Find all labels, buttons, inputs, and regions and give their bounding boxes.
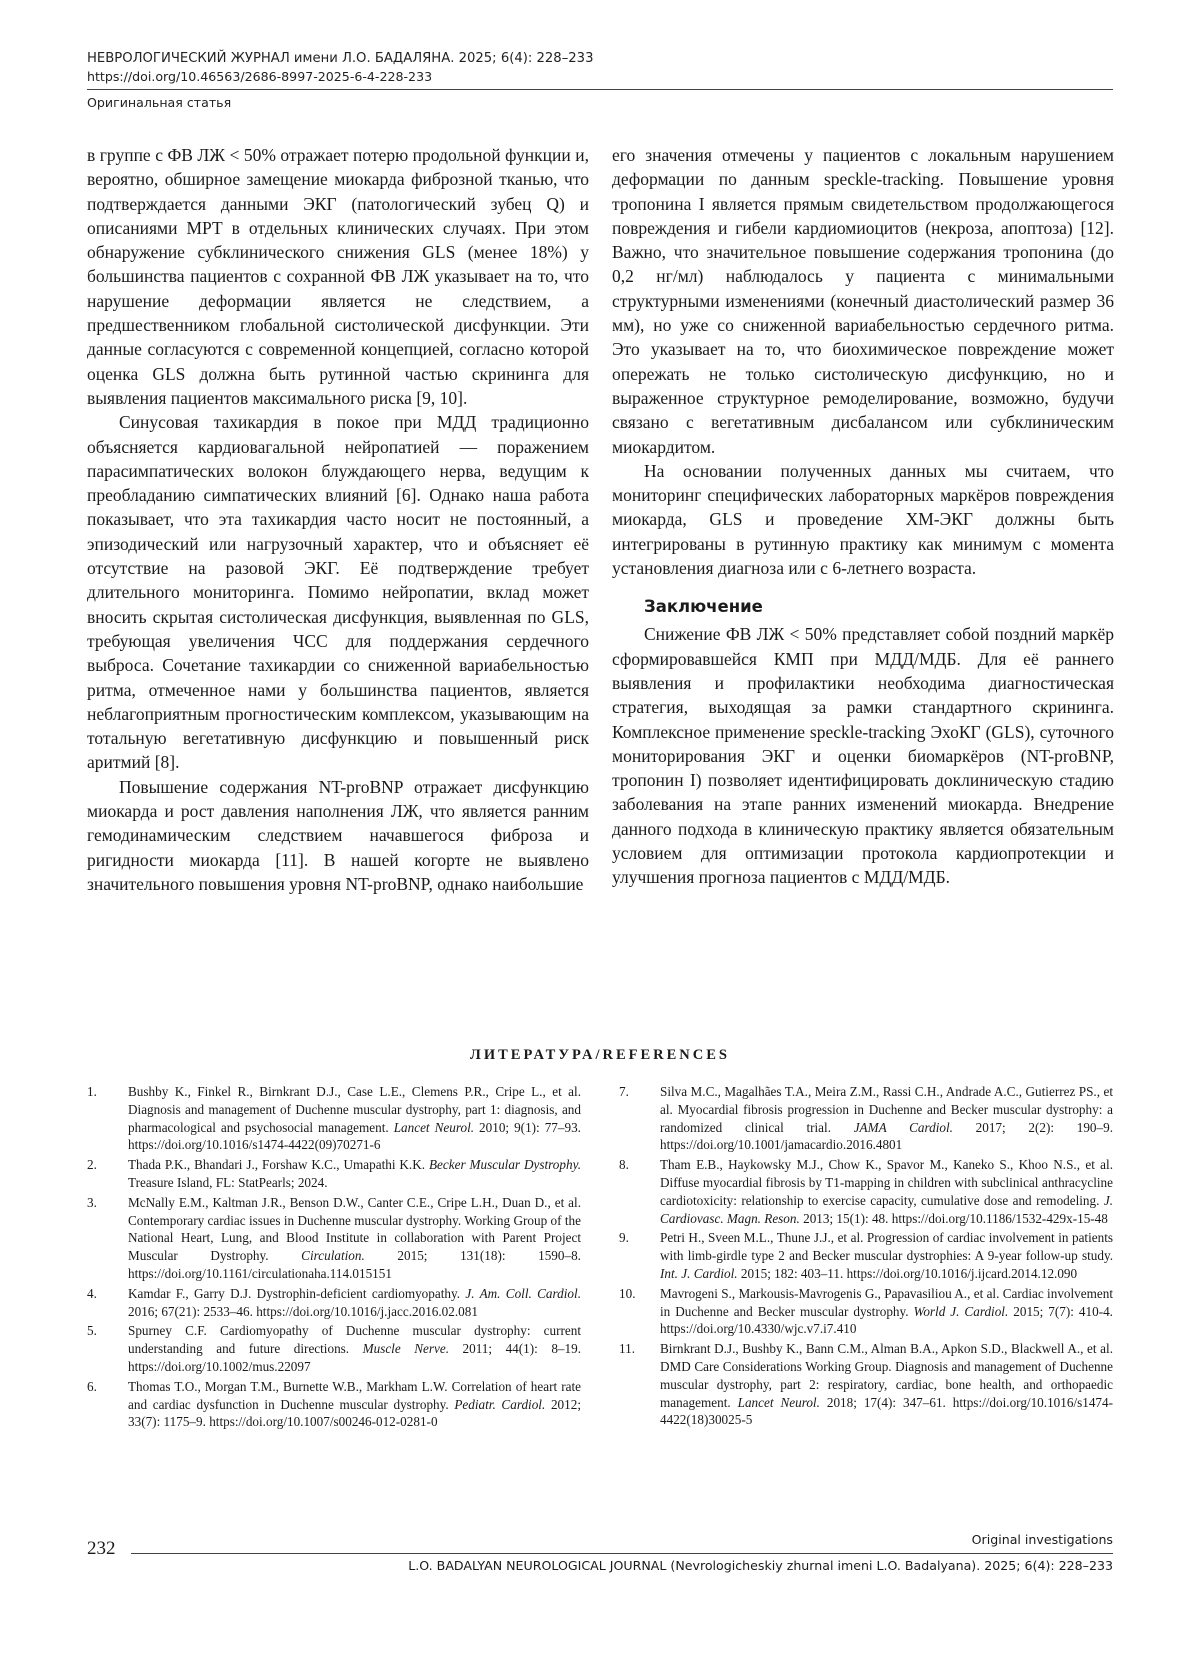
reference-source: Lancet Neurol. bbox=[737, 1394, 820, 1410]
reference-text: Thomas T.O., Morgan T.M., Burnette W.B., Markham L.W. Correlation of heart rate and cardiac dysfunction in Duchenne muscular dystrophy. bbox=[128, 1378, 581, 1412]
reference-source: Circulation. bbox=[301, 1248, 365, 1264]
reference-details: Treasure Island, FL: StatPearls; 2024. bbox=[128, 1174, 328, 1190]
reference-number: 8. bbox=[619, 1157, 629, 1173]
body-column-left bbox=[87, 143, 589, 896]
reference-text: Mavrogeni S., Markousis-Mavrogenis G., Papavasiliou A., et al. Cardiac involvement in Duchenne and Becker muscular dystrophy. bbox=[660, 1285, 1113, 1319]
reference-item bbox=[87, 1083, 581, 1154]
conclusion-heading: Заключение bbox=[644, 597, 763, 617]
reference-number: 6. bbox=[87, 1378, 97, 1394]
reference-number: 9. bbox=[619, 1230, 629, 1246]
reference-number: 7. bbox=[619, 1084, 629, 1099]
reference-source: World J. Cardiol. bbox=[913, 1303, 1009, 1319]
footer-rule bbox=[131, 1553, 1113, 1554]
reference-number: 3. bbox=[87, 1194, 97, 1210]
header-rule bbox=[87, 89, 1113, 90]
reference-text: Kamdar F., Garry D.J. Dystrophin-deficient cardiomyopathy. bbox=[128, 1285, 466, 1301]
body-paragraph: Синусовая тахикардия в покое при МДД традиционно объясняется кардиовагальной нейропатией — поражением парасимпатических волокон блуждающего нерва, ведущим к преобладанию симпатических влияний [6]. Однако наша работа показывает, что эта тахикардия часто носит не постоянный, а эпизодический или нагрузочный характер, что и объясняет её отсутствие на разовой ЭКГ. Её подтверждение требует длительного мониторинга. Помимо нейропатии, вклад может вносить скрытая систолическая дисфункция, выявленная по GLS, требующая увеличения ЧСС для поддержания сердечного выброса. Сочетание тахикардии со сниженной вариабельностью ритма, отмеченное нами у большинства пациентов, является неблагоприятным прогностическим комплексом, указывающим на тотальную вегетативную дисфункцию и повышенный риск аритмий [8]. bbox=[87, 412, 589, 773]
header-doi: https://doi.org/10.46563/2686-8997-2025-6-4-228-233 bbox=[87, 69, 433, 84]
reference-number: 5. bbox=[87, 1323, 97, 1339]
reference-source: Becker Muscular Dystrophy. bbox=[428, 1157, 582, 1173]
references-heading: ЛИТЕРАТУРА/REFERENCES bbox=[470, 1047, 730, 1063]
reference-item bbox=[87, 1285, 581, 1321]
conclusion-paragraph: Снижение ФВ ЛЖ < 50% представляет собой поздний маркёр сформировавшейся КМП при МДД/МДБ. Для её раннего выявления и профилактики необходима диагностическая стратегия, выходящая за рамки стандартного скрининга. Комплексное применение speckle-tracking ЭхоКГ (GLS), суточного мониторирования ЭКГ и оценки биомаркёров (NT-proBNP, тропонин I) позволяет идентифицировать доклиническую стадию заболевания на этапе ранних изменений миокарда. Внедрение данного подхода в клиническую практику является обязательным условием для оптимизации протокола кардиопротекции и улучшения прогноза пациентов с МДД/МДБ. bbox=[612, 624, 1114, 888]
article-type: Оригинальная статья bbox=[87, 95, 232, 110]
reference-source: Pediatr. Cardiol. bbox=[454, 1396, 546, 1412]
reference-text: Silva M.C., Magalhães T.A., Meira Z.M., Rassi C.H., Andrade A.C., Gutierrez PS., et al. Myocardial fibrosis progression in Duchenne and Becker muscular dystrophy: a randomized clinical trial. bbox=[660, 1084, 1113, 1135]
reference-number: 4. bbox=[87, 1285, 97, 1301]
reference-source: JAMA Cardiol. bbox=[853, 1119, 953, 1135]
reference-item bbox=[87, 1194, 581, 1283]
header-journal-title: НЕВРОЛОГИЧЕСКИЙ ЖУРНАЛ имени Л.О. БАДАЛЯНА. 2025; 6(4): 228–233 bbox=[87, 51, 594, 66]
reference-source: Lancet Neurol. bbox=[393, 1119, 475, 1135]
body-paragraph: в группе с ФВ ЛЖ < 50% отражает потерю продольной функции и, вероятно, обширное замещение миокарда фиброзной тканью, что подтверждается данными ЭКГ (патологический зубец Q) и описаниями МРТ в отдельных клинических случаях. При этом обнаружение субклинического снижения GLS (менее 18%) у большинства пациентов с сохранной ФВ ЛЖ указывает на то, что нарушение деформации является не следствием, а предшественником глобальной систолической дисфункции. Эти данные согласуются с современной концепцией, согласно которой оценка GLS должна быть рутинной частью скрининга для выявления пациентов максимального риска [9, 10]. bbox=[87, 145, 589, 408]
reference-details: 2018; 17(4): 347–61. https://doi.org/10.1016/s1474-4422(18)30025-5 bbox=[660, 1394, 1114, 1428]
reference-details: 2011; 44(1): 8–19. https://doi.org/10.1002/mus.22097 bbox=[128, 1341, 581, 1374]
reference-text: Birnkrant D.J., Bushby K., Bann C.M., Alman B.A., Apkon S.D., Blackwell A., et al. DMD Care Considerations Working Group. Diagnosis and management of Duchenne muscular dystrophy, part 2: respiratory, cardiac, bone health, and orthopaedic management. bbox=[660, 1341, 1113, 1410]
body-column-right bbox=[612, 143, 1114, 890]
reference-item bbox=[619, 1083, 1113, 1154]
reference-source: J. Cardiovasc. Magn. Reson. bbox=[660, 1192, 1113, 1226]
references-list-right bbox=[619, 1083, 1113, 1431]
reference-item bbox=[619, 1285, 1113, 1338]
page-number: 232 bbox=[87, 1538, 116, 1559]
reference-details: 2013; 15(1): 48. https://doi.org/10.1186/1532-429x-15-48 bbox=[799, 1210, 1108, 1226]
reference-source: Int. J. Cardiol. bbox=[660, 1265, 738, 1281]
reference-item bbox=[619, 1340, 1113, 1429]
reference-source: Muscle Nerve. bbox=[362, 1341, 449, 1357]
reference-text: Bushby K., Finkel R., Birnkrant D.J., Case L.E., Clemens P.R., Cripe L., et al. Diagnosis and management of Duchenne muscular dystrophy, part 1: diagnosis, and pharmacological and psychosocial management. bbox=[128, 1084, 581, 1135]
reference-text: McNally E.M., Kaltman J.R., Benson D.W., Canter C.E., Cripe L.H., Duan D., et al. Contemporary cardiac issues in Duchenne muscular dystrophy. Working Group of the National Heart, Lung, and Blood Institute in collaboration with Parent Project Muscular Dystrophy. bbox=[128, 1194, 581, 1264]
reference-item bbox=[87, 1156, 581, 1192]
footer-journal-title: L.O. BADALYAN NEUROLOGICAL JOURNAL (Nevrologicheskiy zhurnal imeni L.O. Badalyana). 2025; 6(4): 228–233 bbox=[408, 1558, 1113, 1573]
footer-article-type: Original investigations bbox=[971, 1532, 1113, 1547]
references-list-left bbox=[87, 1083, 581, 1433]
reference-text: Petri H., Sveen M.L., Thune J.J., et al. Progression of cardiac involvement in patients with limb-girdle type 2 and Becker muscular dystrophies: A 9-year follow-up study. bbox=[660, 1230, 1113, 1264]
reference-item bbox=[619, 1229, 1113, 1282]
reference-number: 1. bbox=[87, 1084, 97, 1099]
reference-source: J. Am. Coll. Cardiol. bbox=[465, 1285, 581, 1301]
reference-number: 2. bbox=[87, 1157, 97, 1173]
reference-details: 2016; 67(21): 2533–46. https://doi.org/10.1016/j.jacc.2016.02.081 bbox=[128, 1303, 478, 1319]
reference-details: 2015; 7(7): 410-4. https://doi.org/10.4330/wjc.v7.i7.410 bbox=[660, 1303, 1113, 1337]
reference-details: 2010; 9(1): 77–93. https://doi.org/10.1016/s1474-4422(09)70271-6 bbox=[128, 1119, 581, 1153]
body-paragraph: На основании полученных данных мы считаем, что мониторинг специфических лабораторных маркёров повреждения миокарда, GLS и проведение ХМ-ЭКГ должны быть интегрированы в рутинную практику как минимум с момента установления диагноза или с 6-летнего возраста. bbox=[612, 460, 1114, 579]
reference-details: 2015; 131(18): 1590–8. https://doi.org/10.1161/circulationaha.114.015151 bbox=[128, 1248, 581, 1281]
reference-item bbox=[87, 1378, 581, 1431]
reference-details: 2015; 182: 403–11. https://doi.org/10.1016/j.ijcard.2014.12.090 bbox=[737, 1265, 1078, 1281]
reference-item bbox=[87, 1322, 581, 1375]
reference-text: Spurney C.F. Cardiomyopathy of Duchenne muscular dystrophy: current understanding and future directions. bbox=[128, 1323, 581, 1357]
page-header bbox=[87, 50, 1113, 111]
reference-number: 10. bbox=[619, 1285, 636, 1301]
reference-number: 11. bbox=[619, 1341, 635, 1357]
reference-details: 2017; 2(2): 190–9. https://doi.org/10.1001/jamacardio.2016.4801 bbox=[660, 1119, 1113, 1153]
reference-text: Thada P.K., Bhandari J., Forshaw K.C., Umapathi K.K. bbox=[128, 1157, 429, 1173]
reference-text: Tham E.B., Haykowsky M.J., Chow K., Spavor M., Kaneko S., Khoo N.S., et al. Diffuse myocardial fibrosis by T1-mapping in children with subclinical anthracycline cardiotoxicity: relationship to exercise capacity, cumulative dose and remodeling. bbox=[660, 1157, 1113, 1208]
body-paragraph: его значения отмечены у пациентов с локальным нарушением деформации по данным speckle-tracking. Повышение уровня тропонина I является прямым свидетельством продолжающегося повреждения и гибели кардиомиоцитов (некроза, апоптоза) [12]. Важно, что значительное повышение содержания тропонина (до 0,2 нг/мл) наблюдалось у пациента с минимальными структурными изменениями (конечный диастолический размер 36 мм), но уже со сниженной вариабельностью сердечного ритма. Это указывает на то, что биохимическое повреждение может опережать не только систолическую дисфункцию, но и выраженное структурное ремоделирование, возможно, будучи связано с вегетативным дисбалансом или субклиническим миокардитом. bbox=[612, 145, 1114, 457]
reference-details: 2012; 33(7): 1175–9. https://doi.org/10.1007/s00246-012-0281-0 bbox=[128, 1396, 581, 1430]
body-paragraph: Повышение содержания NT-proBNP отражает дисфункцию миокарда и рост давления наполнения ЛЖ, что является ранним гемодинамическим следствием начавшегося фиброза и ригидности миокарда [11]. В нашей когорте не выявлено значительного повышения уровня NT-proBNP, однако наибольшие bbox=[87, 776, 589, 894]
reference-item bbox=[619, 1156, 1113, 1227]
